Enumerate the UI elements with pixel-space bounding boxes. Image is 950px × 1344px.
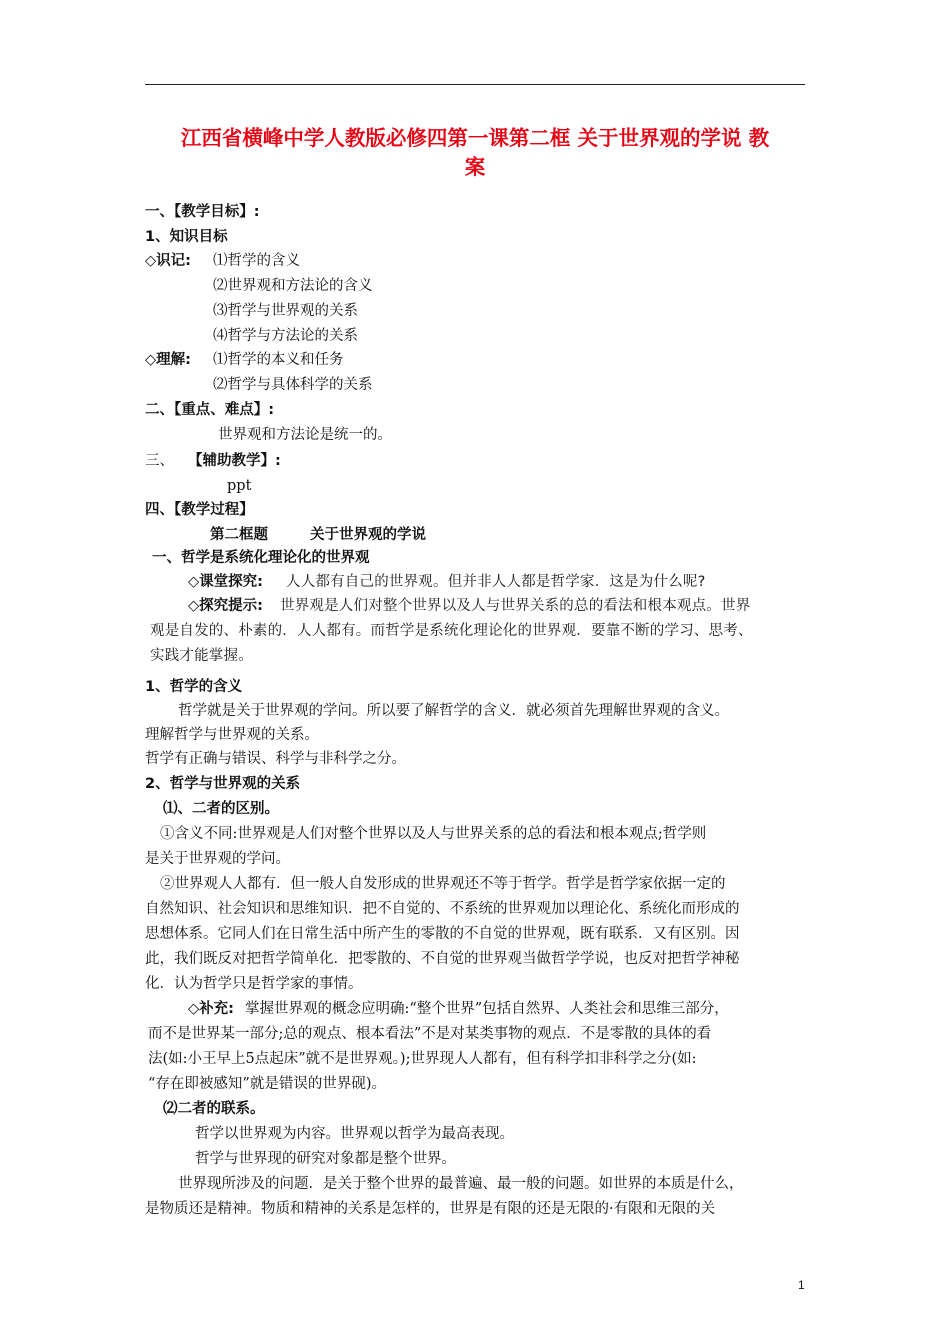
relation-line-4: 是物质还是精神。物质和精神的关系是怎样的，世界是有限的还是无限的·有限和无限的关 xyxy=(145,1201,716,1217)
difference-2-line-1: ②世界观人人都有．但一般人自发形成的世界观还不等于哲学。哲学是哲学家依据一定的 xyxy=(160,876,726,892)
difference-heading: ⑴、二者的区别。 xyxy=(163,801,279,817)
hint-line-1: 世界观是人们对整个世界以及人与世界关系的总的看法和根本观点。世界 xyxy=(280,598,751,614)
hint-label: ◇探究提示: xyxy=(188,598,263,614)
topic-1-heading: 1、哲学的含义 xyxy=(145,679,243,695)
frame-label: 第二框题 xyxy=(210,527,268,543)
supplement-line-3: 法(如:小王早上5点起床”就不是世界观。);世界现人人都有，但有科学扣非科学之分(如: xyxy=(148,1051,697,1067)
memorize-label: ◇识记: xyxy=(145,253,191,269)
difference-2-line-2: 自然知识、社会知识和思维知识．把不自觉的、不系统的世界观加以理论化、系统化而形成的 xyxy=(145,901,740,917)
memorize-item-4: ⑷哲学与方法论的关系 xyxy=(213,328,358,344)
page-number: 1 xyxy=(798,1278,805,1292)
topic-1-line-3: 哲学有正确与错误、科学与非科学之分。 xyxy=(145,751,406,767)
relation-heading: ⑵二者的联系。 xyxy=(163,1101,265,1117)
topic-1-line-2: 理解哲学与世界观的关系。 xyxy=(145,727,319,743)
difference-1-line-2: 是关于世界观的学问。 xyxy=(145,851,290,867)
aid-text: ppt xyxy=(227,478,252,494)
relation-line-2: 哲学与世界现的研究对象都是整个世界。 xyxy=(195,1151,456,1167)
difference-2-line-5: 化．认为哲学只是哲学家的事情。 xyxy=(145,976,363,992)
memorize-item-3: ⑶哲学与世界观的关系 xyxy=(213,303,358,319)
header-rule xyxy=(145,84,805,85)
memorize-item-2: ⑵世界观和方法论的含义 xyxy=(213,278,373,294)
understand-label: ◇理解: xyxy=(145,352,191,368)
understand-item-1: ⑴哲学的本义和任务 xyxy=(213,352,344,368)
title-line-2: 案 xyxy=(464,155,486,179)
supplement-label: ◇补充: xyxy=(188,1001,234,1017)
supplement-line-4: “存在即被感知”就是错误的世界砚)。 xyxy=(148,1076,386,1092)
relation-line-3: 世界现所涉及的问题．是关于整个世界的最普遍、最一般的问题。如世界的本质是什么， xyxy=(178,1176,744,1192)
understand-item-2: ⑵哲学与具体科学的关系 xyxy=(213,377,373,393)
knowledge-goal-heading: 1、知识目标 xyxy=(145,229,228,245)
document-title xyxy=(140,124,810,182)
difference-2-line-3: 思想体系。它同人们在日常生活中所产生的零散的不自觉的世界观，既有联系．又有区别。因 xyxy=(145,926,740,942)
relation-line-1: 哲学以世界观为内容。世界观以哲学为最高表现。 xyxy=(195,1126,514,1142)
frame-title: 关于世界观的学说 xyxy=(310,527,426,543)
key-point-text: 世界观和方法论是统一的。 xyxy=(218,427,392,443)
section-3-heading: 【辅助教学】: xyxy=(188,453,281,469)
section-2-heading: 二、【重点、难点】: xyxy=(145,402,275,418)
supplement-line-2: 而不是世界某一部分;总的观点、根本看法”不是对某类事物的观点．不是零散的具体的看 xyxy=(148,1026,712,1042)
topic-1-line-1: 哲学就是关于世界观的学问。所以要了解哲学的含义．就必须首先理解世界观的含义。 xyxy=(178,703,729,719)
memorize-item-1: ⑴哲学的含义 xyxy=(213,253,300,269)
section-1-heading: 一、【教学目标】: xyxy=(145,204,260,220)
explore-text: 人人都有自己的世界观。但并非人人都是哲学家．这是为什么呢? xyxy=(286,574,706,590)
title-line-1: 江西省横峰中学人教版必修四第一课第二框 关于世界观的学说 教 xyxy=(180,126,770,150)
section-4-heading: 四、【教学过程】 xyxy=(145,502,254,518)
topic-2-heading: 2、哲学与世界观的关系 xyxy=(145,776,301,792)
explore-label: ◇课堂探究: xyxy=(188,574,263,590)
difference-1-line-1: ①含义不同:世界观是人们对整个世界以及人与世界关系的总的看法和根本观点;哲学则 xyxy=(160,826,707,842)
supplement-line-1: 掌握世界观的概念应明确:“整个世界”包括自然界、人类社会和思维三部分， xyxy=(245,1001,729,1017)
difference-2-line-4: 此，我们既反对把哲学简单化．把零散的、不自觉的世界观当做哲学学说，也反对把哲学神秘 xyxy=(145,951,740,967)
part-1-heading: 一、哲学是系统化理论化的世界观 xyxy=(152,550,370,566)
hint-line-3: 实践才能掌握。 xyxy=(150,648,253,664)
section-3-number: 三、 xyxy=(145,453,174,469)
hint-line-2: 观是自发的、朴素的．人人都有。而哲学是系统化理论化的世界观．要靠不断的学习、思考、 xyxy=(150,623,753,639)
